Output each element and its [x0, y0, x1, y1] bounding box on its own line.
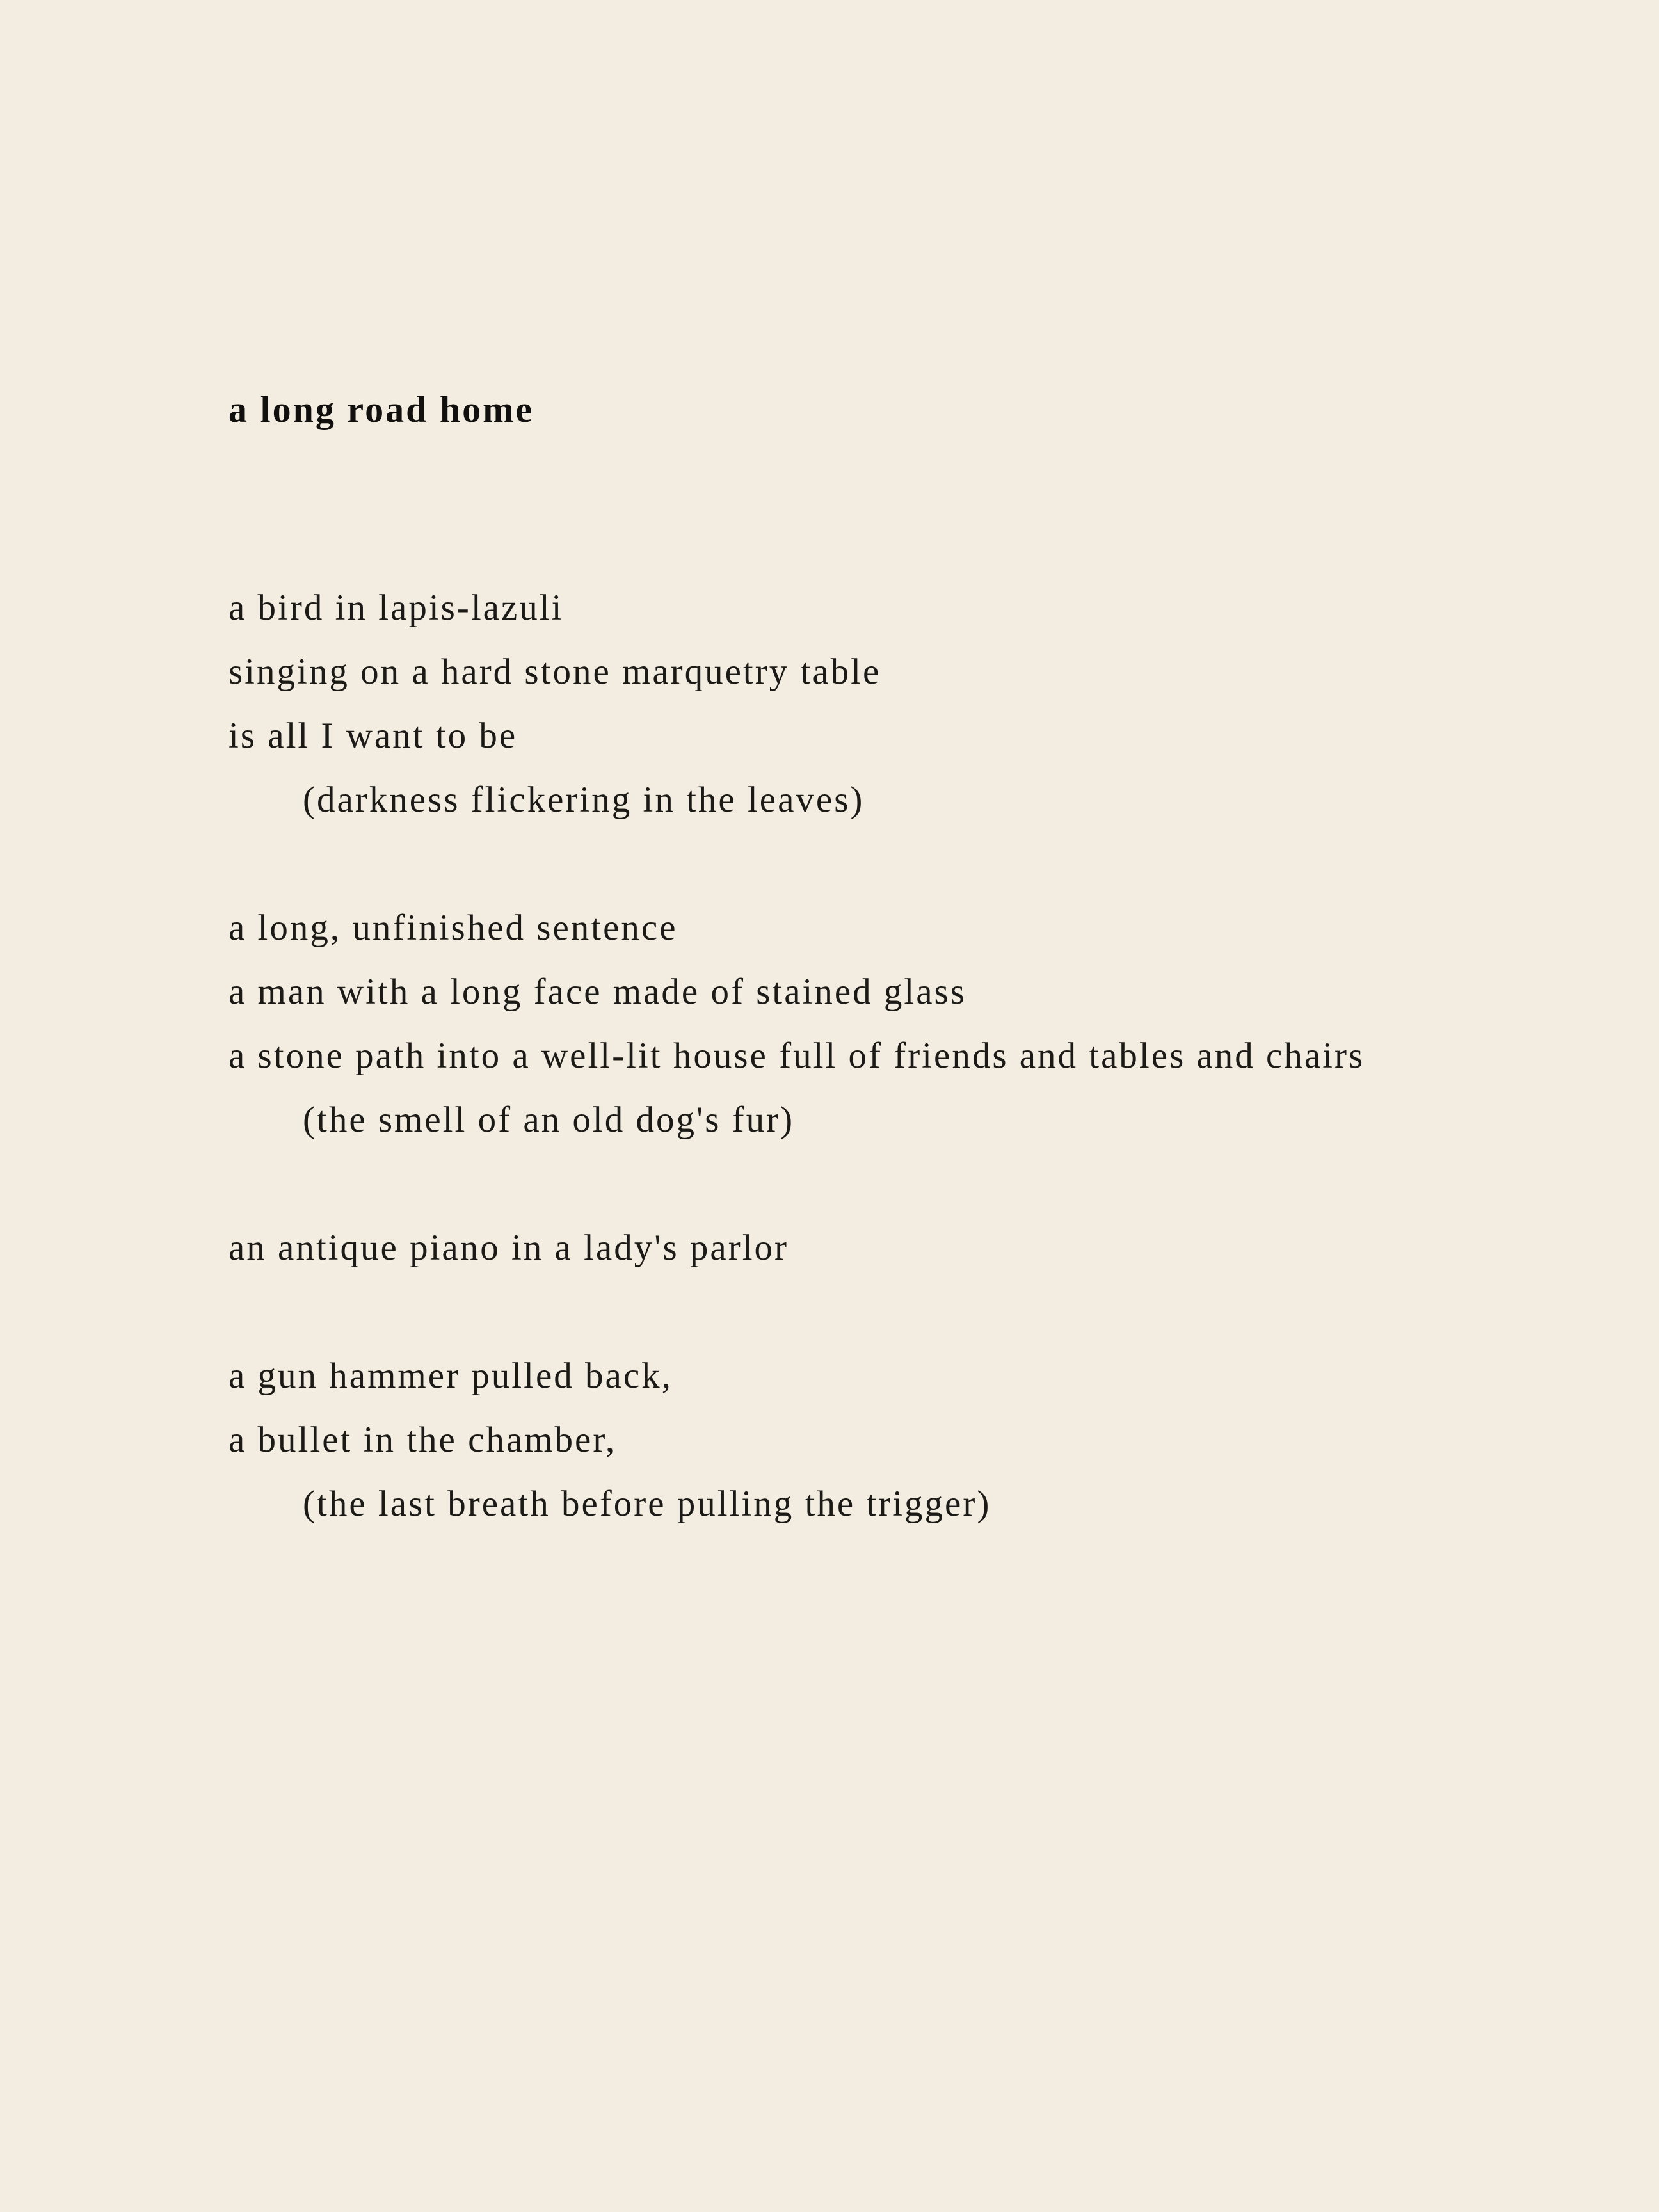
poem-line: a stone path into a well-lit house full of friends and tables and chairs — [228, 1036, 1365, 1076]
poem-line: a bird in lapis-lazuli — [228, 588, 564, 628]
stanza-1 — [228, 576, 1637, 832]
poem-title: a long road home — [228, 389, 534, 430]
poem-line: a bullet in the chamber, — [228, 1420, 617, 1460]
poem-aside-line: (the smell of an old dog's fur) — [303, 1100, 795, 1140]
stanza-2 — [228, 896, 1637, 1152]
poem-aside-line: (darkness flickering in the leaves) — [303, 780, 865, 820]
poem-line: singing on a hard stone marquetry table — [228, 652, 881, 692]
stanza-4 — [228, 1344, 1637, 1536]
stanza-break — [228, 1152, 1637, 1216]
stanza-break — [228, 832, 1637, 896]
poem-line: a gun hammer pulled back, — [228, 1356, 673, 1396]
poem-line: a long, unfinished sentence — [228, 908, 678, 948]
poem-line: a man with a long face made of stained glass — [228, 972, 966, 1012]
stanza-break — [228, 1280, 1637, 1344]
poem-body — [228, 576, 1637, 1536]
stanza-3 — [228, 1216, 1637, 1280]
poem-line: is all I want to be — [228, 716, 518, 756]
poem-aside-line: (the last breath before pulling the trigger) — [303, 1484, 991, 1524]
poem-line: an antique piano in a lady's parlor — [228, 1228, 789, 1268]
